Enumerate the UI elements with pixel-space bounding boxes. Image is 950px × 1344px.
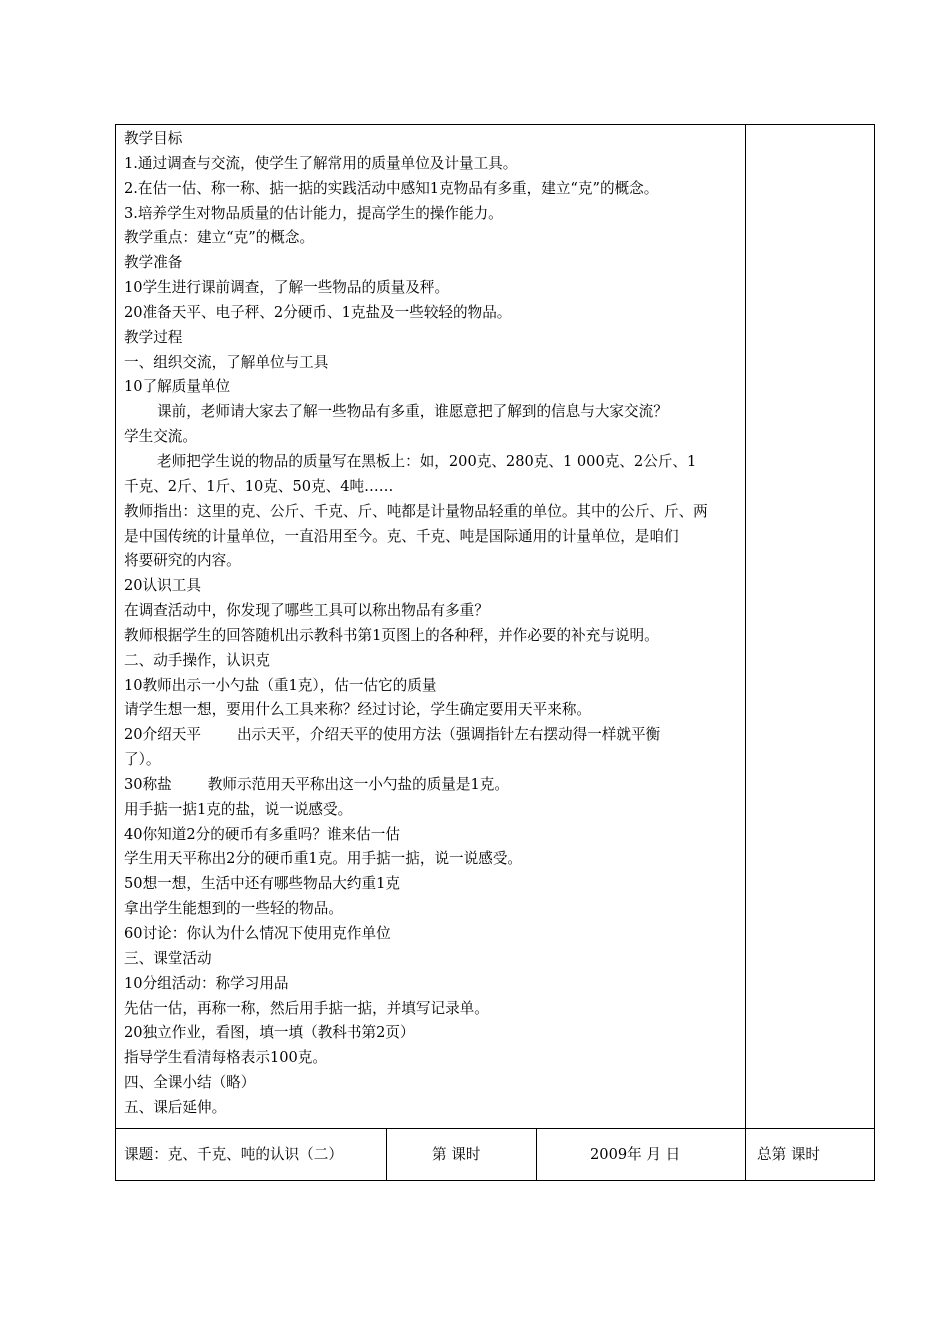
text-line: 学生交流。 bbox=[124, 428, 197, 446]
key-point-line: 教学重点：建立“克”的概念。 bbox=[124, 229, 315, 247]
section-heading: 教学目标 bbox=[124, 130, 183, 147]
text-line: 老师把学生说的物品的质量写在黑板上：如，200克、280克、1 000克、2公斤、1 bbox=[157, 452, 697, 470]
text-line: 60讨论：你认为什么情况下使用克作单位 bbox=[124, 925, 391, 942]
text-line: 课前，老师请大家去了解一些物品有多重，谁愿意把了解到的信息与大家交流？ bbox=[157, 403, 668, 421]
step-text: 出示天平，介绍天平的使用方法（强调指针左右摆动得一样就平衡 bbox=[236, 726, 661, 744]
text-line: 20独立作业，看图，填一填（教科书第2页） bbox=[124, 1024, 415, 1042]
text-line: 先估一估，再称一称，然后用手掂一掂，并填写记录单。 bbox=[124, 999, 489, 1017]
text-line: 40你知道2分的硬币有多重吗？谁来估一估 bbox=[124, 825, 400, 843]
lesson-content bbox=[124, 127, 740, 1121]
text-line: 千克、2斤、1斤、10克、50克、4吨…… bbox=[124, 477, 394, 495]
subsection-heading: 三、课堂活动 bbox=[124, 949, 212, 967]
text-line: 在调查活动中，你发现了哪些工具可以称出物品有多重？ bbox=[124, 602, 489, 620]
text-line: 10分组活动：称学习用品 bbox=[124, 974, 289, 992]
step-text: 教师示范用天平称出这一小勺盐的质量是1克。 bbox=[207, 775, 509, 793]
section-heading: 教学过程 bbox=[124, 328, 183, 346]
topic-cell: 课题：克、千克、吨的认识（二） bbox=[124, 1146, 343, 1163]
subsection-heading: 四、全课小结（略） bbox=[124, 1074, 256, 1092]
text-line: 50想一想，生活中还有哪些物品大约重1克 bbox=[124, 875, 400, 893]
text-line bbox=[124, 773, 740, 798]
text-line bbox=[124, 723, 740, 748]
text-line: 10学生进行课前调查，了解一些物品的质量及秤。 bbox=[124, 279, 450, 297]
text-line: 请学生想一想，要用什么工具来称？经过讨论，学生确定要用天平来称。 bbox=[124, 701, 592, 719]
section-heading: 教学准备 bbox=[124, 254, 183, 272]
cell-divider bbox=[536, 1128, 537, 1181]
text-line: 教师根据学生的回答随机出示教科书第1页图上的各种秤，并作必要的补充与说明。 bbox=[124, 626, 659, 644]
text-line: 10了解质量单位 bbox=[124, 378, 231, 396]
objective-line: 2.在估一估、称一称、掂一掂的实践活动中感知1克物品有多重，建立“克”的概念。 bbox=[124, 179, 659, 197]
subsection-heading: 一、组织交流，了解单位与工具 bbox=[124, 353, 329, 371]
cell-divider bbox=[386, 1128, 387, 1181]
period-cell: 第 课时 bbox=[432, 1146, 481, 1163]
text-line: 将要研究的内容。 bbox=[124, 552, 241, 570]
text-line: 拿出学生能想到的一些轻的物品。 bbox=[124, 900, 343, 918]
text-line: 20准备天平、电子秤、2分硬币、1克盐及一些较轻的物品。 bbox=[124, 303, 512, 321]
text-line: 了）。 bbox=[124, 751, 161, 769]
column-divider bbox=[745, 124, 746, 1181]
date-cell: 2009年 月 日 bbox=[590, 1146, 681, 1163]
total-period-cell: 总第 课时 bbox=[757, 1146, 821, 1163]
step-label: 30称盐 bbox=[124, 775, 172, 793]
objective-line: 3.培养学生对物品质量的估计能力，提高学生的操作能力。 bbox=[124, 204, 503, 222]
text-line: 是中国传统的计量单位，一直沿用至今。克、千克、吨是国际通用的计量单位，是咱们 bbox=[124, 527, 679, 545]
subsection-heading: 二、动手操作，认识克 bbox=[124, 651, 270, 669]
text-line: 指导学生看清每格表示100克。 bbox=[124, 1049, 327, 1067]
step-label: 20介绍天平 bbox=[124, 726, 201, 744]
text-line: 用手掂一掂1克的盐，说一说感受。 bbox=[124, 800, 353, 818]
text-line: 学生用天平称出2分的硬币重1克。用手掂一掂，说一说感受。 bbox=[124, 850, 523, 868]
text-line: 20认识工具 bbox=[124, 577, 201, 595]
text-line: 教师指出：这里的克、公斤、千克、斤、吨都是计量物品轻重的单位。其中的公斤、斤、两 bbox=[124, 502, 708, 520]
text-line: 10教师出示一小勺盐（重1克），估一估它的质量 bbox=[124, 676, 437, 694]
subsection-heading: 五、课后延伸。 bbox=[124, 1098, 227, 1116]
objective-line: 1.通过调查与交流，使学生了解常用的质量单位及计量工具。 bbox=[124, 154, 518, 172]
